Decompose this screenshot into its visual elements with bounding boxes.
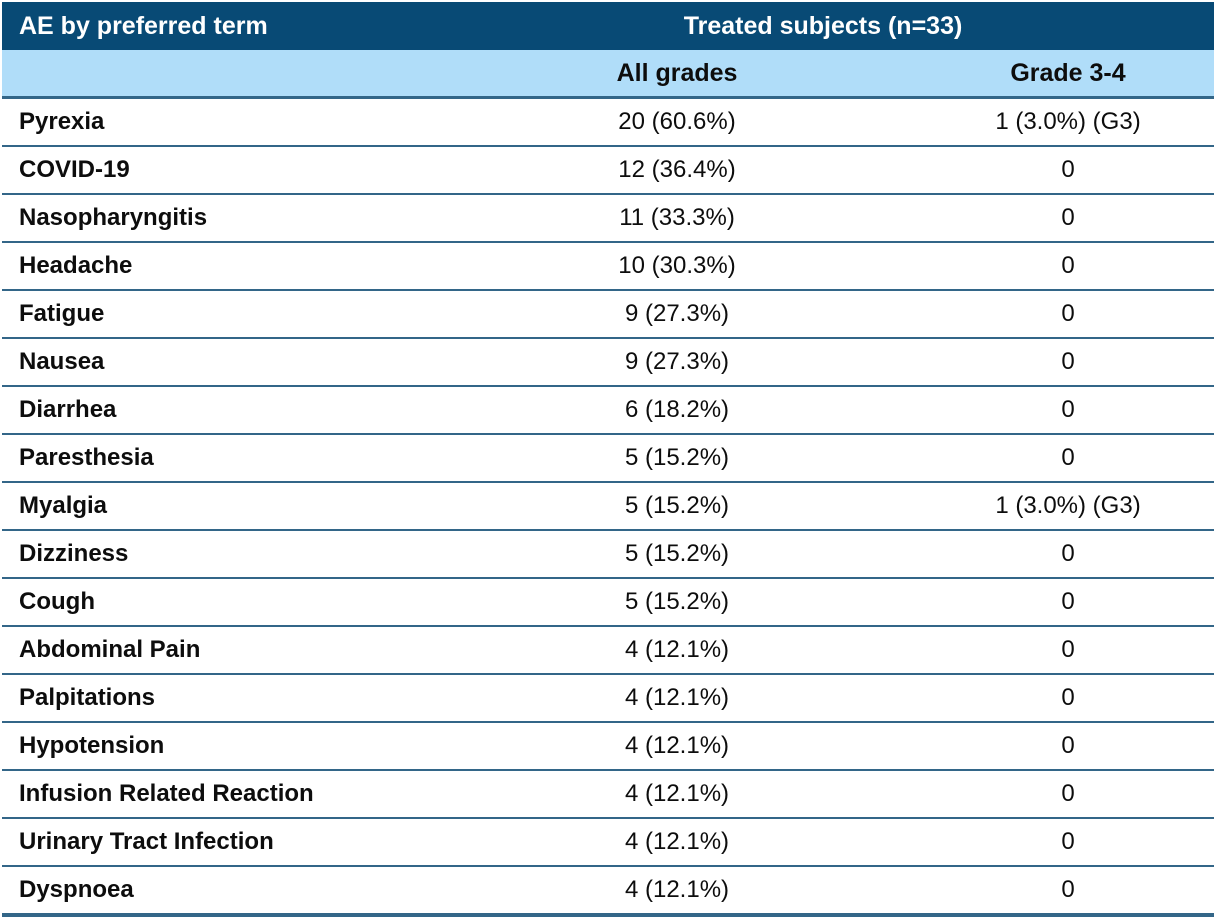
grade-3-4-value: 0 <box>1061 780 1075 807</box>
grade-3-4-value: 1 (3.0%) (G3) <box>995 108 1141 135</box>
grade-3-4-value: 0 <box>1061 348 1075 375</box>
ae-term: Nausea <box>19 348 105 375</box>
column-header-ae-term: AE by preferred term <box>2 2 432 50</box>
table-row <box>2 578 1214 626</box>
grade-3-4-value: 0 <box>1061 540 1075 567</box>
grade-3-4-value: 0 <box>1061 204 1075 231</box>
grade-3-4-value: 0 <box>1061 444 1075 471</box>
ae-term: Nasopharyngitis <box>19 204 208 231</box>
ae-term: Fatigue <box>19 300 105 327</box>
adverse-events-table <box>2 2 1214 917</box>
subheader-empty <box>2 50 432 98</box>
ae-term: Infusion Related Reaction <box>19 780 314 807</box>
table-row <box>2 386 1214 434</box>
grade-3-4-value: 0 <box>1061 300 1075 327</box>
ae-term: Myalgia <box>19 492 108 519</box>
ae-term: Hypotension <box>19 732 165 759</box>
column-header-treated-subjects: Treated subjects (n=33) <box>432 2 1214 50</box>
all-grades-value: 4 (12.1%) <box>624 636 730 663</box>
ae-term: Abdominal Pain <box>19 636 201 663</box>
table-row <box>2 722 1214 770</box>
all-grades-value: 6 (18.2%) <box>624 396 730 423</box>
all-grades-value: 5 (15.2%) <box>624 444 730 471</box>
all-grades-value: 11 (33.3%) <box>619 204 735 231</box>
ae-term: Pyrexia <box>19 108 105 135</box>
table-row <box>2 866 1214 915</box>
grade-3-4-value: 0 <box>1061 732 1075 759</box>
grade-3-4-value: 1 (3.0%) (G3) <box>995 492 1141 519</box>
all-grades-value: 20 (60.6%) <box>618 108 736 135</box>
table-header <box>2 2 1214 98</box>
all-grades-value: 9 (27.3%) <box>624 348 730 375</box>
header-row-main <box>2 2 1214 50</box>
table-row <box>2 770 1214 818</box>
ae-term: Diarrhea <box>19 396 117 423</box>
ae-term: COVID-19 <box>19 156 130 183</box>
table-row <box>2 146 1214 194</box>
all-grades-value: 12 (36.4%) <box>618 156 736 183</box>
grade-3-4-value: 0 <box>1061 684 1075 711</box>
all-grades-value: 5 (15.2%) <box>624 492 730 519</box>
grade-3-4-value: 0 <box>1061 396 1075 423</box>
table-row <box>2 482 1214 530</box>
all-grades-value: 5 (15.2%) <box>624 540 730 567</box>
grade-3-4-value: 0 <box>1061 636 1075 663</box>
all-grades-value: 10 (30.3%) <box>618 252 736 279</box>
grade-3-4-value: 0 <box>1061 828 1075 855</box>
table-row <box>2 242 1214 290</box>
ae-term: Palpitations <box>19 684 156 711</box>
table-body <box>2 98 1214 916</box>
ae-term: Cough <box>19 588 95 615</box>
ae-term: Headache <box>19 252 133 279</box>
table-row <box>2 338 1214 386</box>
all-grades-value: 4 (12.1%) <box>624 780 730 807</box>
table-row <box>2 674 1214 722</box>
table-row <box>2 626 1214 674</box>
grade-3-4-value: 0 <box>1061 156 1075 183</box>
all-grades-value: 5 (15.2%) <box>624 588 730 615</box>
all-grades-value: 4 (12.1%) <box>624 828 730 855</box>
all-grades-value: 4 (12.1%) <box>624 876 730 903</box>
ae-term: Urinary Tract Infection <box>19 828 274 855</box>
table-row <box>2 434 1214 482</box>
table-row <box>2 98 1214 147</box>
all-grades-value: 4 (12.1%) <box>624 732 730 759</box>
table-row <box>2 530 1214 578</box>
grade-3-4-value: 0 <box>1061 876 1075 903</box>
table-row <box>2 194 1214 242</box>
column-header-grade-3-4: Grade 3-4 <box>922 50 1214 98</box>
all-grades-value: 4 (12.1%) <box>624 684 730 711</box>
all-grades-value: 9 (27.3%) <box>624 300 730 327</box>
header-row-sub <box>2 50 1214 98</box>
table-row <box>2 818 1214 866</box>
grade-3-4-value: 0 <box>1061 588 1075 615</box>
table-row <box>2 290 1214 338</box>
grade-3-4-value: 0 <box>1061 252 1075 279</box>
column-header-all-grades: All grades <box>432 50 922 98</box>
ae-term: Paresthesia <box>19 444 154 471</box>
ae-term: Dizziness <box>19 540 129 567</box>
ae-term: Dyspnoea <box>19 876 134 903</box>
